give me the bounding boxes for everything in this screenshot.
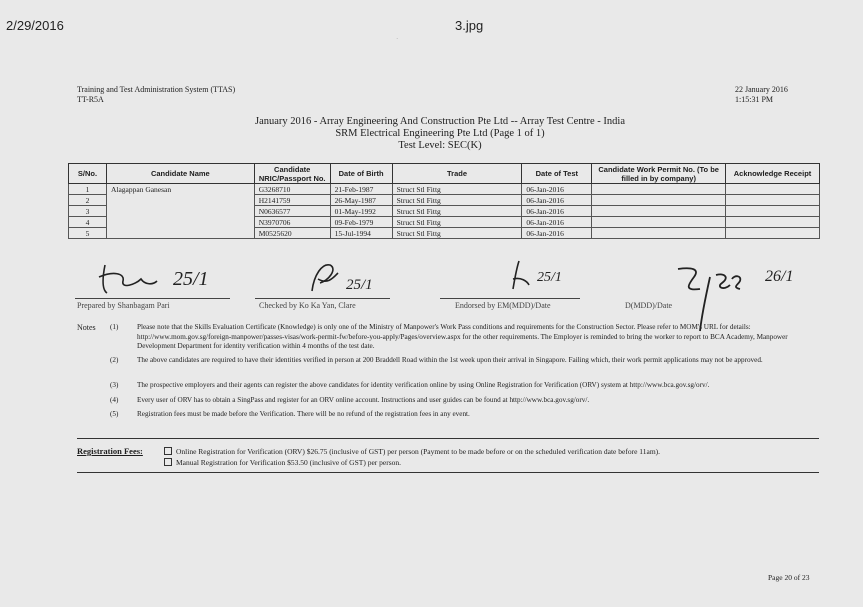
col-header-dob: Date of Birth: [330, 164, 392, 184]
table-row: [69, 228, 820, 239]
cell-passport: H2141759: [254, 195, 330, 206]
note-number: (2): [110, 356, 119, 364]
cell-dob: 26-May-1987: [330, 195, 392, 206]
checkbox-manual[interactable]: [164, 458, 172, 466]
approved-label: D(MDD)/Date: [625, 301, 673, 310]
note-number: (5): [110, 410, 119, 418]
viewer-date: 2/29/2016: [6, 18, 64, 33]
col-header-trade: Trade: [392, 164, 522, 184]
option-online-text: Online Registration for Verification (ORV) $26.75 (inclusive of GST) per person (Payment to be made before or on the scheduled verification date before 11am).: [176, 447, 661, 456]
cell-test-date: 06-Jan-2016: [522, 184, 592, 195]
cell-work-permit: [592, 195, 726, 206]
endorsed-date: 25/1: [537, 270, 562, 285]
header-left: [77, 85, 235, 105]
header-right: [735, 85, 788, 105]
cell-passport: N0636577: [254, 206, 330, 217]
table-row: [69, 217, 820, 228]
cell-sno: 2: [69, 195, 107, 206]
cell-work-permit: [592, 206, 726, 217]
cell-trade: Struct Stl Fittg: [392, 228, 522, 239]
checked-line: [255, 298, 390, 299]
cell-name: [106, 195, 254, 206]
cell-acknowledge: [726, 206, 820, 217]
cell-acknowledge: [726, 195, 820, 206]
prepared-line: [75, 298, 230, 299]
prepared-signature: [95, 255, 225, 297]
registration-option-online: [164, 447, 660, 456]
cell-name: [106, 217, 254, 228]
cell-name: Alagappan Ganesan: [106, 184, 254, 195]
checked-label: Checked by Ko Ka Yan, Clare: [259, 301, 356, 310]
note-number: (3): [110, 381, 119, 389]
endorsed-signature: [505, 255, 585, 297]
cell-dob: 01-May-1992: [330, 206, 392, 217]
approved-date: 26/1: [765, 268, 794, 285]
title-line-3: Test Level: SEC(K): [398, 140, 482, 151]
endorsed-label: Endorsed by EM(MDD)/Date: [455, 301, 551, 310]
prepared-label: Prepared by Shanbagam Pari: [77, 301, 170, 310]
col-header-sno: S/No.: [69, 164, 107, 184]
note-text: Registration fees must be made before the Verification. There will be no refund of the registration fees in any event.: [137, 410, 470, 418]
cell-test-date: 06-Jan-2016: [522, 195, 592, 206]
table-row: [69, 195, 820, 206]
cell-name: [106, 206, 254, 217]
col-header-work-permit: Candidate Work Permit No. (To be filled in by company): [592, 164, 726, 184]
cell-passport: N3970706: [254, 217, 330, 228]
scan-mark: ·: [396, 35, 399, 43]
table-header-row: [69, 164, 820, 184]
signature-row: [0, 255, 863, 315]
cell-work-permit: [592, 217, 726, 228]
approved-signature: [670, 255, 820, 333]
cell-work-permit: [592, 228, 726, 239]
col-header-acknowledge: Acknowledge Receipt: [726, 164, 820, 184]
note-number: (4): [110, 396, 119, 404]
option-manual-text: Manual Registration for Verification $53.50 (inclusive of GST) per person.: [176, 458, 402, 467]
report-date: 22 January 2016: [735, 85, 788, 94]
cell-trade: Struct Stl Fittg: [392, 195, 522, 206]
cell-test-date: 06-Jan-2016: [522, 217, 592, 228]
col-header-name: Candidate Name: [106, 164, 254, 184]
checked-date: 25/1: [346, 277, 373, 293]
cell-sno: 1: [69, 184, 107, 195]
cell-passport: M0525620: [254, 228, 330, 239]
checkbox-online[interactable]: [164, 447, 172, 455]
col-header-passport: Candidate NRIC/Passport No.: [254, 164, 330, 184]
cell-acknowledge: [726, 184, 820, 195]
cell-sno: 5: [69, 228, 107, 239]
cell-dob: 21-Feb-1987: [330, 184, 392, 195]
divider-top: [77, 438, 819, 439]
cell-trade: Struct Stl Fittg: [392, 184, 522, 195]
title-line-2: SRM Electrical Engineering Pte Ltd (Page 1 of 1): [335, 128, 545, 139]
registration-option-manual: [164, 458, 401, 467]
note-text: Please note that the Skills Evaluation Certificate (Knowledge) is only one of the Ministry of Manpower's Work Pass conditions and requirements for the Construction Sector. Please refer to MOM's URL for details: http://www.mom.gov.sg/foreign-manpower/passes-visas/work-permit-fw/before-you-apply/Pages/overview.aspx for the other requirements. The Employer is reminded to bring the worker to report to BCA Academy, Manpower Development Department for identity verification within 4 months of the test date.: [137, 323, 788, 350]
report-code: TT-R5A: [77, 95, 104, 104]
cell-name: [106, 228, 254, 239]
cell-acknowledge: [726, 228, 820, 239]
table-row: [69, 206, 820, 217]
cell-sno: 4: [69, 217, 107, 228]
prepared-date: 25/1: [173, 268, 209, 290]
report-time: 1:15:31 PM: [735, 95, 774, 104]
cell-dob: 15-Jul-1994: [330, 228, 392, 239]
checked-signature: [300, 255, 390, 297]
note-number: (1): [110, 323, 119, 331]
title-line-1: January 2016 - Array Engineering And Construction Pte Ltd -- Array Test Centre - India: [255, 116, 625, 127]
note-text: Every user of ORV has to obtain a SingPass and register for an ORV online account. Instructions and user guides can be found at http://www.bca.gov.sg/orv/.: [137, 396, 590, 404]
cell-dob: 09-Feb-1979: [330, 217, 392, 228]
page-number: Page 20 of 23: [768, 573, 810, 582]
note-text: The above candidates are required to have their identities verified in person at 200 Braddell Road within the 1st week upon their arrival in Singapore. Failing which, their work permit applications may not be approved.: [137, 356, 763, 364]
system-name: Training and Test Administration System (TTAS): [77, 85, 236, 94]
col-header-test-date: Date of Test: [522, 164, 592, 184]
registration-fees-label: Registration Fees:: [77, 446, 143, 456]
divider-bottom: [77, 472, 819, 473]
note-text: The prospective employers and their agents can register the above candidates for identity verification online by using Online Registration for Verification (ORV) system at http://www.bca.gov.sg/orv/.: [137, 381, 710, 389]
candidate-table: [68, 163, 820, 239]
cell-sno: 3: [69, 206, 107, 217]
cell-trade: Struct Stl Fittg: [392, 217, 522, 228]
cell-test-date: 06-Jan-2016: [522, 228, 592, 239]
cell-test-date: 06-Jan-2016: [522, 206, 592, 217]
endorsed-line: [440, 298, 580, 299]
cell-passport: G3268710: [254, 184, 330, 195]
cell-trade: Struct Stl Fittg: [392, 206, 522, 217]
cell-work-permit: [592, 184, 726, 195]
notes-label: Notes: [77, 323, 96, 332]
table-row: [69, 184, 820, 195]
document-title: [230, 116, 650, 152]
viewer-filename: 3.jpg: [455, 18, 484, 33]
cell-acknowledge: [726, 217, 820, 228]
